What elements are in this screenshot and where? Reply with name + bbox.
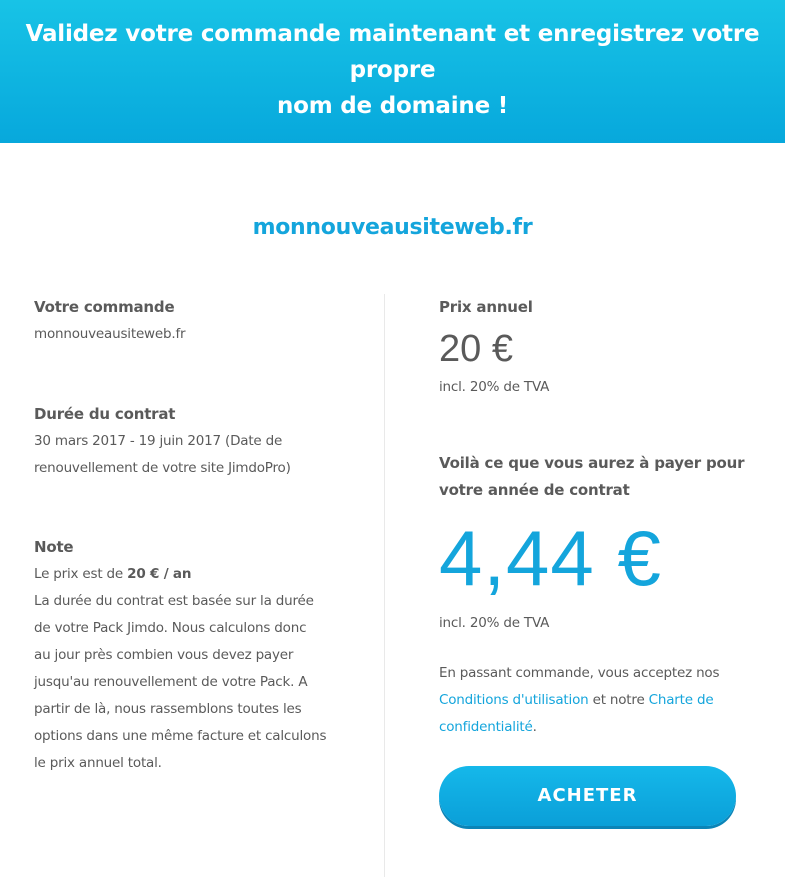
note-price-bold: 20 € / an bbox=[127, 566, 192, 582]
note-text-line: de votre Pack Jimdo. Nous calculons donc bbox=[34, 620, 307, 636]
column-divider bbox=[384, 294, 385, 877]
note-price-prefix: Le prix est de bbox=[34, 566, 128, 582]
note-text-line: La durée du contrat est basée sur la durée bbox=[34, 593, 314, 609]
header-title bbox=[0, 16, 785, 124]
privacy-policy-link[interactable]: Charte de bbox=[648, 692, 714, 708]
annual-price-vat: incl. 20% de TVA bbox=[439, 379, 550, 395]
header-banner bbox=[0, 0, 785, 143]
contract-duration-line2: renouvellement de votre site JimdoPro) bbox=[34, 460, 291, 476]
terms-of-use-link[interactable]: Conditions d'utilisation bbox=[439, 692, 589, 708]
note-text-line: le prix annuel total. bbox=[34, 755, 162, 771]
amount-due-vat: incl. 20% de TVA bbox=[439, 615, 550, 631]
note-text-line: jusqu'au renouvellement de votre Pack. A bbox=[34, 674, 308, 690]
header-title-line1: Validez votre commande maintenant et enregistrez votre propre bbox=[25, 21, 760, 83]
terms-line2 bbox=[439, 687, 713, 714]
pay-label-line2: votre année de contrat bbox=[439, 481, 630, 499]
buy-button[interactable]: ACHETER bbox=[439, 766, 736, 826]
annual-price-value: 20 € bbox=[439, 328, 513, 370]
pay-label-line1: Voilà ce que vous aurez à payer pour bbox=[439, 454, 745, 472]
note-label: Note bbox=[34, 538, 74, 556]
domain-name-title: monnouveausiteweb.fr bbox=[252, 215, 533, 240]
note-text-line: partir de là, nous rassemblons toutes les bbox=[34, 701, 302, 717]
header-title-line2: nom de domaine ! bbox=[276, 93, 509, 119]
annual-price-label: Prix annuel bbox=[439, 298, 533, 316]
terms-line3 bbox=[439, 714, 537, 741]
terms-end: . bbox=[532, 719, 537, 735]
note-text-line: options dans une même facture et calculons bbox=[34, 728, 327, 744]
terms-line1: En passant commande, vous acceptez nos bbox=[439, 665, 720, 681]
amount-due-value: 4,44 € bbox=[439, 514, 662, 602]
contract-duration-label: Durée du contrat bbox=[34, 405, 176, 423]
order-label: Votre commande bbox=[34, 298, 175, 316]
note-price-line bbox=[34, 561, 191, 588]
note-text-line: au jour près combien vous devez payer bbox=[34, 647, 294, 663]
contract-duration-line1: 30 mars 2017 - 19 juin 2017 (Date de bbox=[34, 433, 283, 449]
privacy-policy-link-continued[interactable]: confidentialité bbox=[439, 719, 533, 735]
terms-connector: et notre bbox=[588, 692, 649, 708]
order-value: monnouveausiteweb.fr bbox=[34, 326, 186, 342]
